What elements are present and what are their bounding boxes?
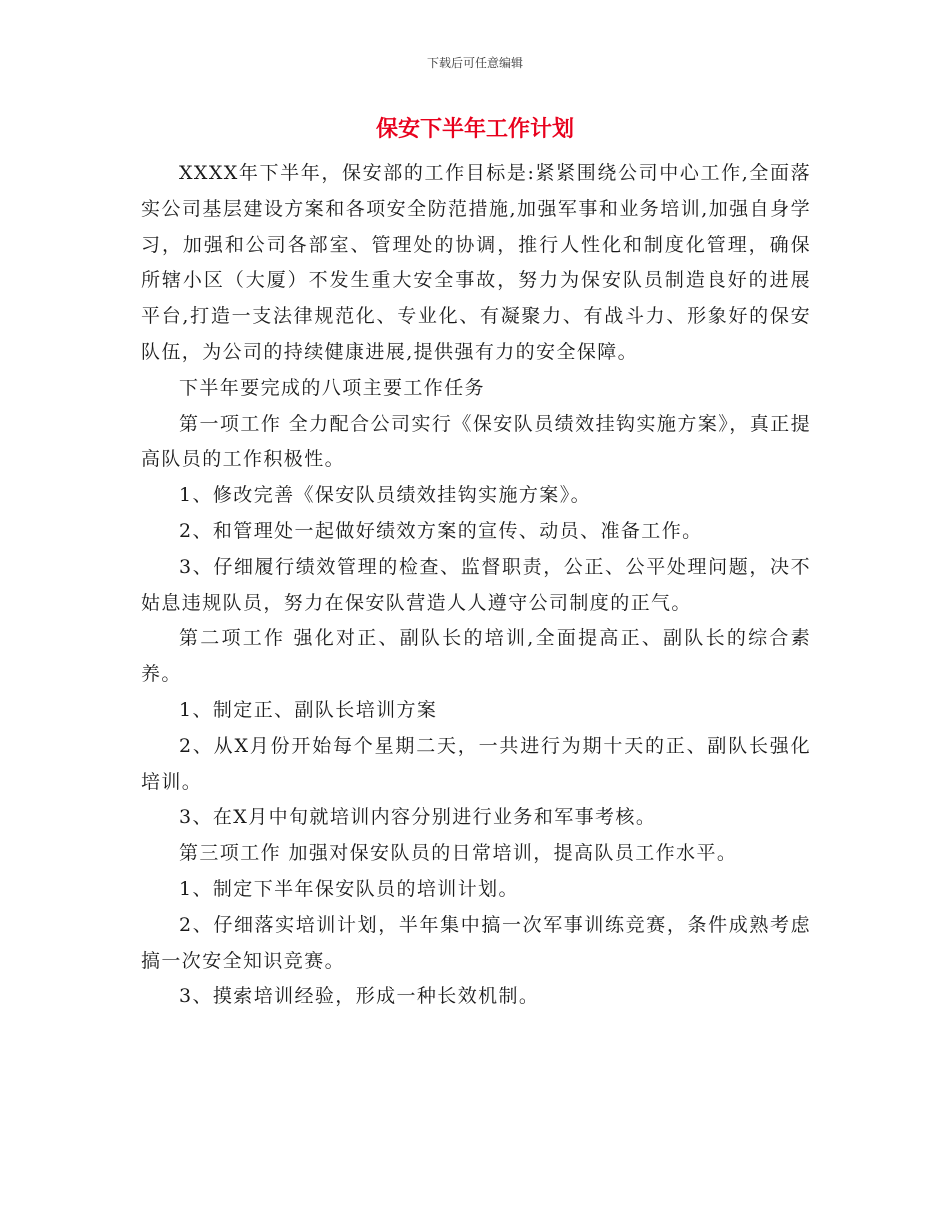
paragraph-task-3: 第三项工作 加强对保安队员的日常培训，提高队员工作水平。 <box>179 842 738 865</box>
header-note: 下载后可任意编辑 <box>426 56 523 70</box>
document-body <box>141 156 811 1015</box>
paragraph-task-1-item-1: 1、修改完善《保安队员绩效挂钩实施方案》。 <box>179 484 591 507</box>
paragraph-task-2-item-2: 2、从X月份开始每个星期二天，一共进行为期十天的正、副队长强化培训。 <box>141 734 811 793</box>
paragraph-task-summary: 下半年要完成的八项主要工作任务 <box>179 376 486 399</box>
paragraph-task-3-item-3: 3、摸索培训经验，形成一种长效机制。 <box>179 985 540 1008</box>
paragraph-task-1-item-2: 2、和管理处一起做好绩效方案的宣传、动员、准备工作。 <box>179 519 703 542</box>
paragraph-task-2-item-1: 1、制定正、副队长培训方案 <box>179 698 438 721</box>
paragraph-task-3-item-1: 1、制定下半年保安队员的培训计划。 <box>179 877 519 900</box>
paragraph-task-3-item-2: 2、仔细落实培训计划，半年集中搞一次军事训练竞赛，条件成熟考虑搞一次安全知识竞赛。 <box>141 913 811 972</box>
paragraph-task-2-item-3: 3、在X月中旬就培训内容分别进行业务和军事考核。 <box>179 806 657 829</box>
paragraph-task-1: 第一项工作 全力配合公司实行《保安队员绩效挂钩实施方案》，真正提高队员的工作积极性。 <box>141 412 811 471</box>
paragraph-task-1-item-3: 3、仔细履行绩效管理的检查、监督职责，公正、公平处理问题，决不姑息违规队员，努力在保安队营造人人遵守公司制度的正气。 <box>141 555 811 614</box>
document-title: 保安下半年工作计划 <box>375 117 574 142</box>
paragraph-task-2: 第二项工作 强化对正、副队长的培训,全面提高正、副队长的综合素养。 <box>141 627 811 686</box>
paragraph-intro: XXXX年下半年，保安部的工作目标是:紧紧围绕公司中心工作,全面落实公司基层建设方案和各项安全防范措施,加强军事和业务培训,加强自身学习，加强和公司各部室、管理处的协调，推行人性化和制度化管理，确保所辖小区（大厦）不发生重大安全事故，努力为保安队员制造良好的进展平台,打造一支法律规范化、专业化、有凝聚力、有战斗力、形象好的保安队伍，为公司的持续健康进展,提供强有力的安全保障。 <box>141 162 811 363</box>
